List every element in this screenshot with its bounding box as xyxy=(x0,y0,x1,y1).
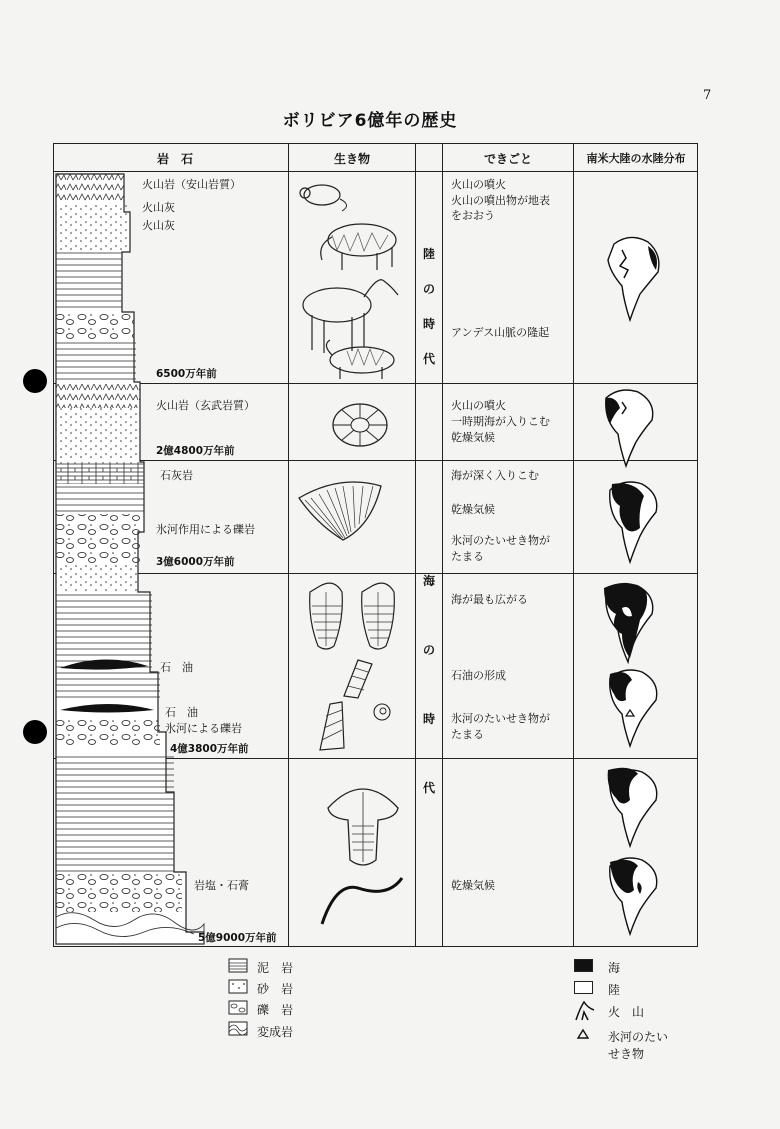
legend-sea-swatch xyxy=(574,959,593,972)
event-text: をおおう xyxy=(451,209,495,222)
event-text: 海が最も広がる xyxy=(451,593,528,606)
trilobite-and-shell-illustration xyxy=(318,778,408,928)
rock-label: 火山灰 xyxy=(142,201,175,214)
event-text: たまる xyxy=(451,550,484,563)
rock-label: 氷河による礫岩 xyxy=(165,722,242,735)
south-america-map xyxy=(604,476,664,566)
event-text: 石油の形成 xyxy=(451,669,506,682)
event-text: 乾燥気候 xyxy=(451,431,495,444)
header-rocks: 岩 石 xyxy=(156,152,193,166)
coral-fossil-illustration xyxy=(330,400,390,450)
cenozoic-mammals-illustration xyxy=(292,175,412,380)
sea-era-label: 海 の 時 代 xyxy=(422,574,435,795)
binder-hole xyxy=(23,369,47,393)
binder-hole xyxy=(23,720,47,744)
event-text: アンデス山脈の隆起 xyxy=(451,326,550,339)
legend-sea: 海 xyxy=(608,961,621,975)
column-divider xyxy=(573,143,574,947)
devonian-fossils-illustration xyxy=(300,580,412,758)
south-america-map xyxy=(600,384,660,468)
rock-label: 石灰岩 xyxy=(160,469,193,482)
age-marker: 6500万年前 xyxy=(156,368,217,380)
event-text: 一時期海が入りこむ xyxy=(451,415,550,428)
rock-label: 氷河作用による礫岩 xyxy=(156,523,255,536)
legend-land-swatch xyxy=(574,981,593,994)
event-text: たまる xyxy=(451,728,484,741)
column-divider xyxy=(442,143,443,947)
south-america-map xyxy=(604,852,664,936)
page-title: ボリビア6億年の歴史 xyxy=(282,111,458,131)
south-america-map xyxy=(604,232,666,322)
event-text: 火山の噴火 xyxy=(451,178,506,191)
rock-label: 火山岩（安山岩質） xyxy=(142,178,241,191)
rock-label: 石 油 xyxy=(165,706,198,719)
column-divider xyxy=(415,143,416,947)
rock-label: 石 油 xyxy=(160,661,193,674)
land-era-label: 陸 の 時 代 xyxy=(422,247,435,366)
event-text: 乾燥気候 xyxy=(451,879,495,892)
legend-conglomerate: 礫 岩 xyxy=(257,1003,294,1017)
legend-sandstone: 砂 岩 xyxy=(257,982,294,996)
age-marker: 3億6000万年前 xyxy=(156,556,235,568)
event-text: 氷河のたいせき物が xyxy=(451,534,550,547)
rock-label: 火山灰 xyxy=(142,219,175,232)
event-text: 氷河のたいせき物が xyxy=(451,712,550,725)
legend-glacial-deposit-line1: 氷河のたい xyxy=(608,1030,669,1044)
south-america-map xyxy=(600,578,660,664)
brachiopod-fossil-illustration xyxy=(297,478,383,544)
legend-metamorphic: 変成岩 xyxy=(257,1025,294,1039)
age-marker: 5億9000万年前 xyxy=(198,932,277,944)
legend-land: 陸 xyxy=(608,983,621,997)
rock-legend-swatches xyxy=(228,958,248,1038)
legend-glacial-deposit-line2: せき物 xyxy=(608,1047,645,1061)
header-life: 生き物 xyxy=(333,152,370,166)
rock-label: 岩塩・石膏 xyxy=(194,879,249,892)
rock-label: 火山岩（玄武岩質） xyxy=(156,399,255,412)
south-america-map xyxy=(604,664,662,748)
glacial-deposit-triangle-icon xyxy=(577,1028,589,1040)
volcano-symbol-icon xyxy=(574,1000,596,1022)
event-text: 乾燥気候 xyxy=(451,503,495,516)
page-number: 7 xyxy=(703,88,712,103)
age-marker: 4億3800万年前 xyxy=(170,743,249,755)
event-text: 火山の噴出物が地表 xyxy=(451,194,550,207)
event-text: 海が深く入りこむ xyxy=(451,469,539,482)
header-distribution: 南米大陸の水陸分布 xyxy=(586,152,686,165)
age-marker: 2億4800万年前 xyxy=(156,445,235,457)
south-america-map xyxy=(604,764,664,848)
event-text: 火山の噴火 xyxy=(451,399,506,412)
legend-mudstone: 泥 岩 xyxy=(257,961,294,975)
legend-volcano: 火 山 xyxy=(608,1005,645,1019)
header-events: できごと xyxy=(483,152,532,166)
